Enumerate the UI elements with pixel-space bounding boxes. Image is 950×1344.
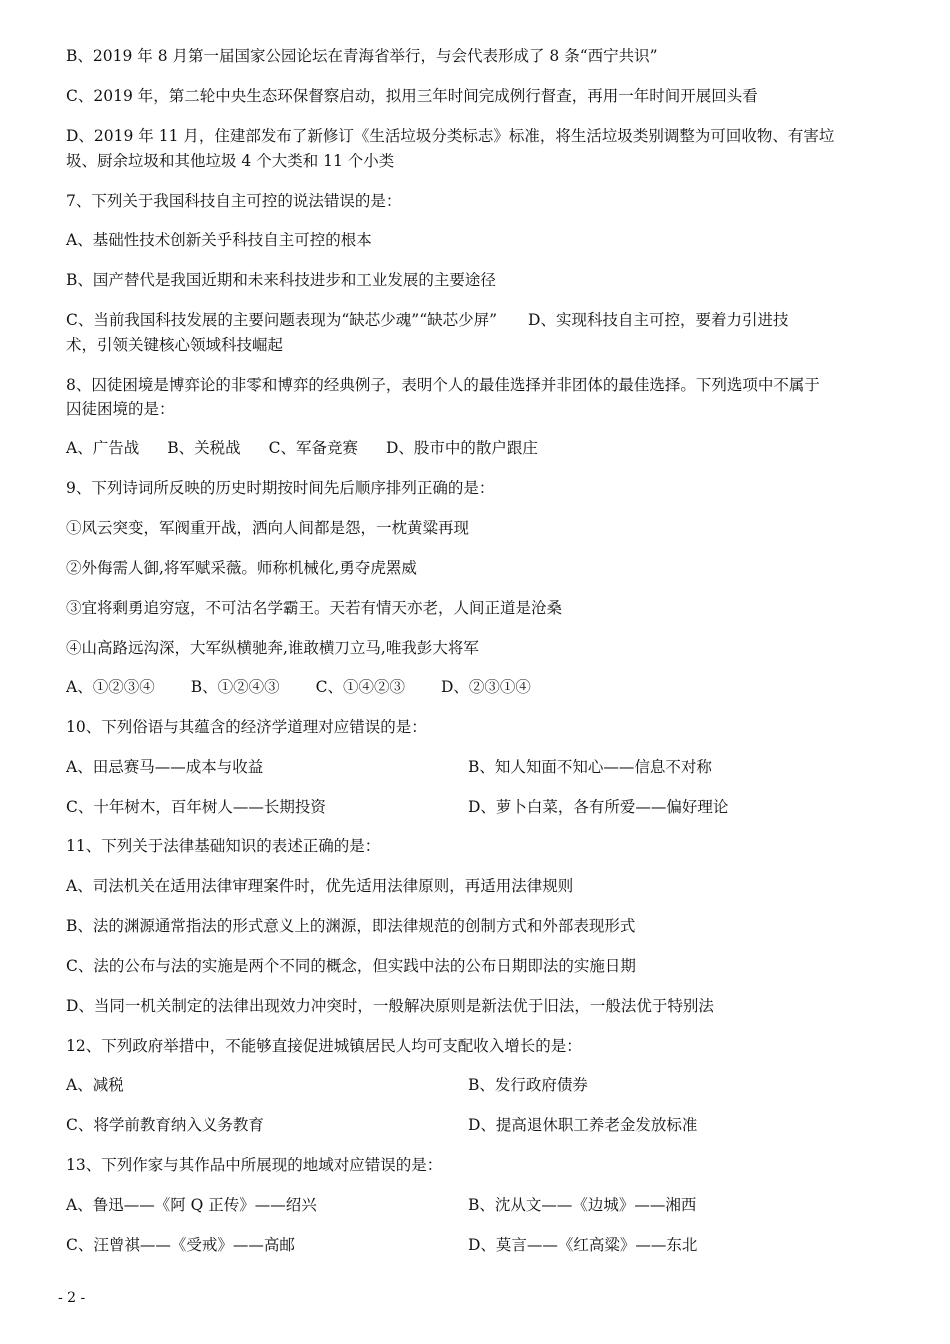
q7-option-cd-line2: 术，引领关键核心领域科技崛起 — [66, 336, 284, 354]
q11-option-a: A、司法机关在适用法律审理案件时，优先适用法律原则，再适用法律规则 — [66, 877, 574, 895]
q13-option-c: C、汪曾祺——《受戒》——高邮 — [66, 1236, 295, 1254]
q8-option-a: A、广告战 — [66, 439, 140, 457]
q10-stem: 10、下列俗语与其蕴含的经济学道理对应错误的是： — [66, 718, 427, 736]
page-number: - 2 - — [58, 1290, 86, 1306]
q10-option-b: B、知人知面不知心——信息不对称 — [468, 758, 712, 776]
q8-options — [66, 436, 566, 460]
q9-option-d: D、②③①④ — [440, 678, 531, 696]
q8-option-d: D、股市中的散户跟庄 — [385, 439, 538, 457]
q12-stem: 12、下列政府举措中，不能够直接促进城镇居民人均可支配收入增长的是： — [66, 1037, 582, 1055]
q6-option-d-line1: D、2019 年 11 月，住建部发布了新修订《生活垃圾分类标志》标准，将生活垃圾类别调整为可回收物、有害垃 — [66, 127, 835, 145]
q12-option-c: C、将学前教育纳入义务教育 — [66, 1116, 264, 1134]
q12-option-b: B、发行政府债券 — [468, 1076, 588, 1094]
q10-option-c: C、十年树木，百年树人——长期投资 — [66, 798, 326, 816]
q7-stem: 7、下列关于我国科技自主可控的说法错误的是： — [66, 192, 402, 210]
q12-option-d: D、提高退休职工养老金发放标准 — [468, 1116, 698, 1134]
q9-stem: 9、下列诗词所反映的历史时期按时间先后顺序排列正确的是： — [66, 479, 495, 497]
q13-option-b: B、沈从文——《边城》——湘西 — [468, 1196, 697, 1214]
q12-option-a: A、减税 — [66, 1076, 124, 1094]
q8-option-b: B、关税战 — [167, 439, 241, 457]
q9-options — [66, 675, 559, 699]
q9-item-2: ②外侮需人御,将军赋采薇。师称机械化,勇夺虎罴威 — [66, 559, 417, 577]
q11-option-c: C、法的公布与法的实施是两个不同的概念，但实践中法的公布日期即法的实施日期 — [66, 957, 636, 975]
q6-option-d-line2: 圾、厨余垃圾和其他垃圾 4 个大类和 11 个小类 — [66, 152, 395, 170]
q7-option-b: B、国产替代是我国近期和未来科技进步和工业发展的主要途径 — [66, 271, 496, 289]
q11-option-b: B、法的渊源通常指法的形式意义上的渊源，即法律规范的创制方式和外部表现形式 — [66, 917, 636, 935]
q13-option-d: D、莫言——《红高粱》——东北 — [468, 1236, 698, 1254]
q8-option-c: C、军备竞赛 — [268, 439, 358, 457]
q9-option-c: C、①④②③ — [315, 678, 405, 696]
q10-option-a: A、田忌赛马——成本与收益 — [66, 758, 264, 776]
q6-option-b: B、2019 年 8 月第一届国家公园论坛在青海省举行，与会代表形成了 8 条“西宁共识” — [66, 47, 658, 65]
q11-option-d: D、当同一机关制定的法律出现效力冲突时，一般解决原则是新法优于旧法，一般法优于特别法 — [66, 997, 714, 1015]
q7-option-cd-line1: C、当前我国科技发展的主要问题表现为“缺芯少魂”“缺芯少屏” D、实现科技自主可控，要着力引进技 — [66, 311, 789, 329]
q7-option-a: A、基础性技术创新关乎科技自主可控的根本 — [66, 231, 372, 249]
q13-option-a: A、鲁迅——《阿 Q 正传》——绍兴 — [66, 1196, 317, 1214]
q13-stem: 13、下列作家与其作品中所展现的地域对应错误的是： — [66, 1156, 443, 1174]
q9-item-1: ①风云突变，军阀重开战，洒向人间都是怨，一枕黄粱再现 — [66, 519, 470, 537]
q8-stem-line1: 8、囚徒困境是博弈论的非零和博弈的经典例子，表明个人的最佳选择并非团体的最佳选择。下列选项中不属于 — [66, 376, 820, 394]
q9-item-3: ③宜将剩勇追穷寇，不可沽名学霸王。天若有情天亦老，人间正道是沧桑 — [66, 599, 563, 617]
q9-option-b: B、①②④③ — [190, 678, 280, 696]
q10-option-d: D、萝卜白菜，各有所爱——偏好理论 — [468, 798, 729, 816]
q8-stem-line2: 囚徒困境的是： — [66, 400, 175, 418]
q9-option-a: A、①②③④ — [66, 678, 155, 696]
q6-option-c: C、2019 年，第二轮中央生态环保督察启动，拟用三年时间完成例行督查，再用一年时间开展回头看 — [66, 87, 758, 105]
q11-stem: 11、下列关于法律基础知识的表述正确的是： — [66, 837, 381, 855]
q9-item-4: ④山高路远沟深，大军纵横驰奔,谁敢横刀立马,唯我彭大将军 — [66, 639, 479, 657]
